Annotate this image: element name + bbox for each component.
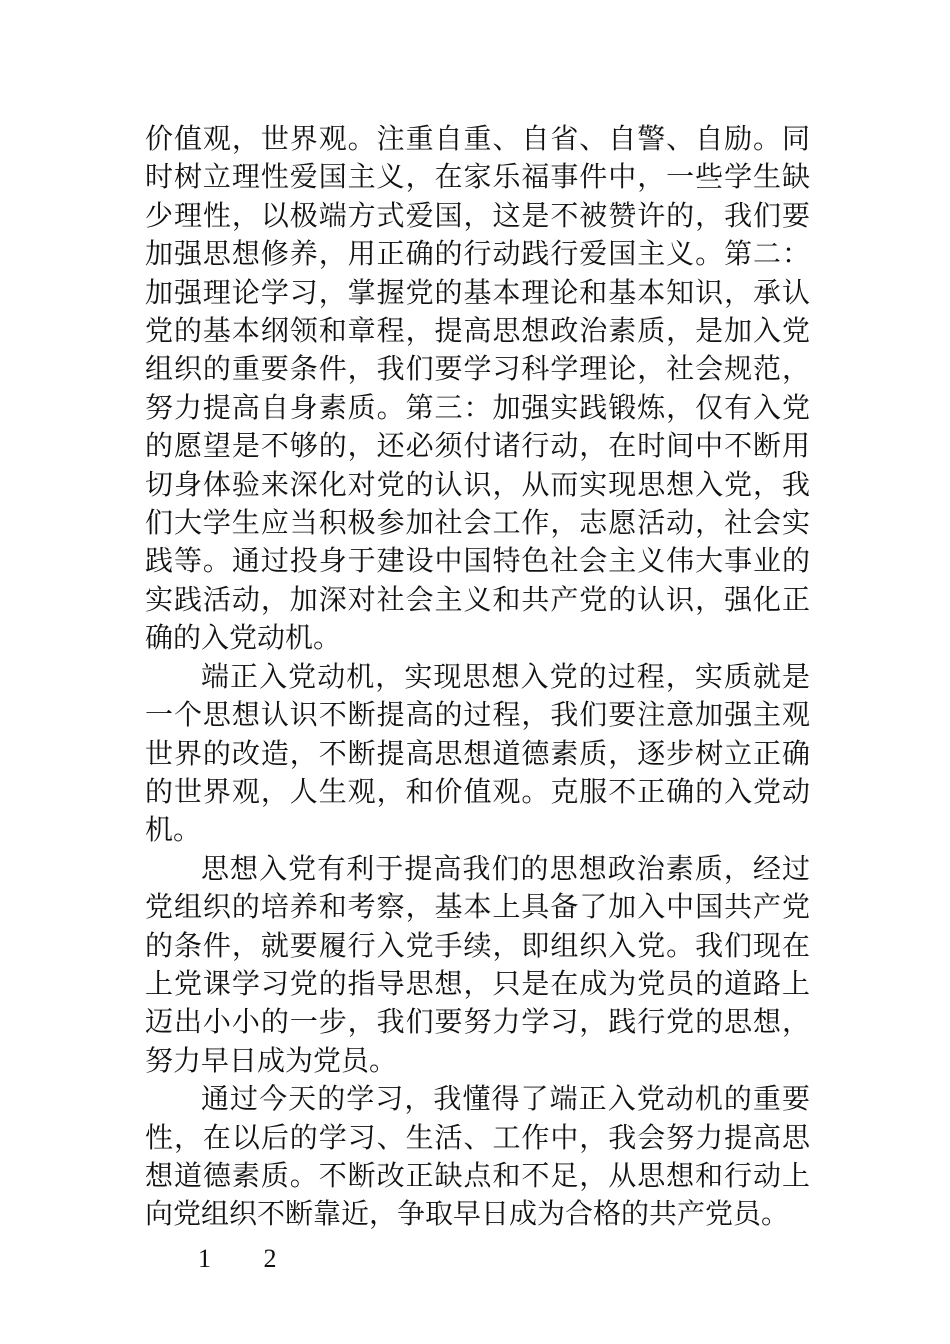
page-number: 2 bbox=[263, 1243, 277, 1273]
document-body bbox=[145, 120, 810, 1278]
paragraph-continuation: 价值观，世界观。注重自重、自省、自警、自励。同时树立理性爱国主义，在家乐福事件中，一些学生缺少理性，以极端方式爱国，这是不被赞许的，我们要加强思想修养，用正确的行动践行爱国主义。第二：加强理论学习，掌握党的基本理论和基本知识，承认党的基本纲领和章程，提高思想政治素质，是加入党组织的重要条件，我们要学习科学理论，社会规范，努力提高自身素质。第三：加强实践锻炼，仅有入党的愿望是不够的，还必须付诸行动，在时间中不断用切身体验来深化对党的认识，从而实现思想入党，我们大学生应当积极参加社会工作，志愿活动，社会实践等。通过投身于建设中国特色社会主义伟大事业的实践活动，加深对社会主义和共产党的认识，强化正确的入党动机。 bbox=[145, 122, 810, 655]
paragraph-motivation: 端正入党动机，实现思想入党的过程，实质就是一个思想认识不断提高的过程，我们要注意加强主观世界的改造，不断提高思想道德素质，逐步树立正确的世界观，人生观，和价值观。克服不正确的入党动机。 bbox=[145, 659, 810, 847]
page-number-list bbox=[145, 1240, 810, 1278]
paragraph-ideological-membership: 思想入党有利于提高我们的思想政治素质，经过党组织的培养和考察，基本上具备了加入中国共产党的条件，就要履行入党手续，即组织入党。我们现在上党课学习党的指导思想，只是在成为党员的道路上迈出小小的一步，我们要努力学习，践行党的思想，努力早日成为党员。 bbox=[145, 851, 810, 1077]
paragraph-conclusion: 通过今天的学习，我懂得了端正入党动机的重要性，在以后的学习、生活、工作中，我会努力提高思想道德素质。不断改正缺点和不足，从思想和行动上向党组织不断靠近，争取早日成为合格的共产党员。 bbox=[145, 1082, 810, 1231]
page-number: 1 bbox=[198, 1243, 211, 1273]
